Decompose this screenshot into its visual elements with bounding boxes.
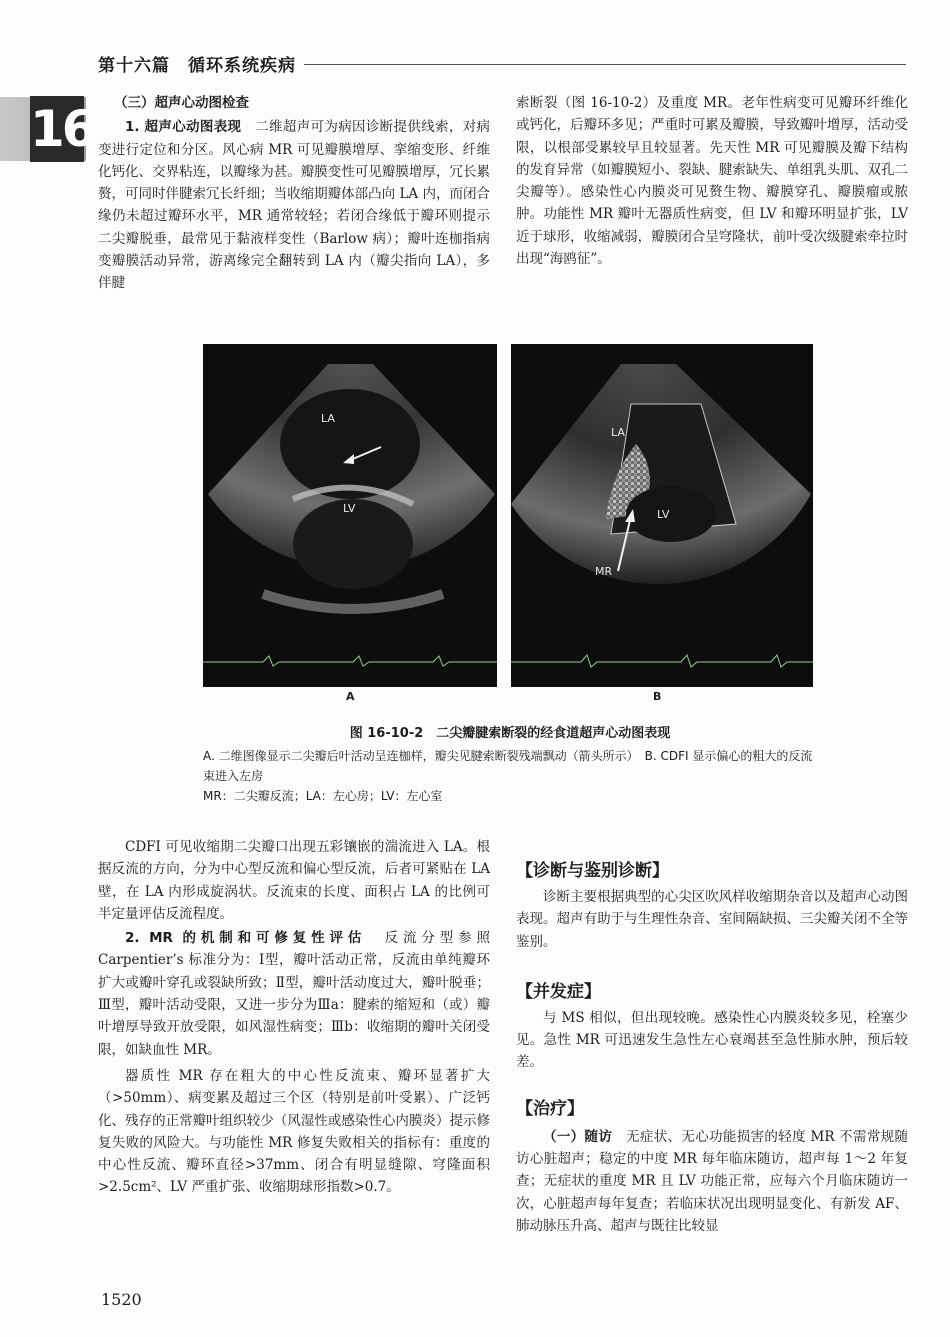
paragraph-heading: 1. 超声心动图表现 xyxy=(125,119,242,136)
panel-a-image xyxy=(203,344,497,687)
paragraph: 诊断主要根据典型的心尖区吹风样收缩期杂音以及超声心动图表现。超声有助于与生理性杂音、室间隔缺损、三尖瓣关闭不全等鉴别。 xyxy=(516,889,908,950)
paragraph xyxy=(98,116,490,294)
label-la-a: LA xyxy=(321,412,335,425)
paragraph-heading: 2. MR 的机制和可修复性评估 xyxy=(125,930,367,947)
paragraph: 器质性 MR 存在粗大的中心性反流束、瓣环显著扩大（>50mm）、病变累及超过三个区（特别是前叶受累）、广泛钙化、残存的正常瓣叶组织较少（风湿性或感染性心内膜炎）提示修复失败的风险大。与功能性 MR 修复失败相关的指标有：重度的中心性反流、瓣环直径>37mm、闭合有明显缝隙、穹隆面积>2.5cm²、LV 严重扩张、收缩期球形指数>0.7。 xyxy=(98,1067,490,1196)
running-header xyxy=(98,50,906,76)
section-heading-treatment: 【治疗】 xyxy=(516,1098,584,1119)
panel-b-label: B xyxy=(653,690,662,703)
page-number: 1520 xyxy=(101,1290,142,1309)
left-column-top xyxy=(98,92,490,295)
panel-b-image xyxy=(511,344,813,687)
right-column-bottom xyxy=(516,858,908,1237)
header-part: 第十六篇 xyxy=(98,55,170,76)
label-lv-b: LV xyxy=(657,508,670,521)
section-heading-complications: 【并发症】 xyxy=(516,981,601,1002)
figure-caption xyxy=(203,746,813,806)
paragraph-text: 反流分型参照 Carpentier’s 标准分为：Ⅰ型，瓣叶活动正常，反流由单纯瓣环扩大或瓣叶穿孔或裂缺所致；Ⅱ型，瓣叶活动度过大，瓣叶脱垂；Ⅲ型，瓣叶活动受限，又进一步分为Ⅲa：腱索的缩短和（或）瓣叶增厚导致开放受限，如风湿性病变；Ⅲb：收缩期的瓣叶关闭受限，如缺血性 MR。 xyxy=(98,930,490,1058)
label-la-b: LA xyxy=(611,426,625,439)
paragraph: 索断裂（图 16-10-2）及重度 MR。老年性病变可见瓣环纤维化或钙化，后瓣环多见；严重时可累及瓣膜，导致瓣叶增厚，活动受限，以根部受累较早且较显著。先天性 MR 可见瓣膜及瓣下结构的发育异常（如瓣膜短小、裂缺、腱索缺失、单组乳头肌、双孔二尖瓣等）。感染性心内膜炎可见赘生物、瓣膜穿孔、瓣膜瘤或脓肿。功能性 MR 瓣叶无器质性病变，但 LV 和瓣环明显扩张，LV 近于球形，收缩减弱，瓣膜闭合呈穹隆状，前叶受次级腱索牵拉时出现“海鸥征”。 xyxy=(516,95,908,268)
paragraph-text: 无症状、无心功能损害的轻度 MR 不需常规随访心脏超声；稳定的中度 MR 每年临床随访，超声每 1～2 年复查；无症状的重度 MR 且 LV 功能正常，应每六个月临床随访一次，心脏超声每年复查；若临床状况出现明显变化、有新发 AF、肺动脉压升高、超声与既往比较显 xyxy=(516,1128,908,1234)
label-lv-a: LV xyxy=(343,502,356,515)
panel-a-label: A xyxy=(346,690,355,703)
figure-caption-title: 图 16-10-2 二尖瓣腱索断裂的经食道超声心动图表现 xyxy=(349,726,671,741)
label-mr-b: MR xyxy=(595,565,613,578)
paragraph-heading: （一）随访 xyxy=(543,1128,613,1145)
paragraph xyxy=(98,927,490,1061)
figure-panel-a xyxy=(203,344,497,687)
paragraph: 与 MS 相似，但出现较晚。感染性心内膜炎较多见，栓塞少见。急性 MR 可迅速发生急性左心衰竭甚至急性肺水肿，预后较差。 xyxy=(516,1009,908,1071)
header-rule xyxy=(304,64,906,65)
subsection-heading: （三）超声心动图检查 xyxy=(114,95,249,111)
caption-abbrev: MR：二尖瓣反流；LA：左心房；LV：左心室 xyxy=(203,789,443,803)
paragraph: CDFI 可见收缩期二尖瓣口出现五彩镶嵌的湍流进入 LA。根据反流的方向，分为中心型反流和偏心型反流，后者可紧贴在 LA 壁，在 LA 内形成旋涡状。反流束的长度、面积占 LA 的比例可半定量评估反流程度。 xyxy=(98,839,490,922)
caption-line: A. 二维图像显示二尖瓣后叶活动呈连枷样，瓣尖见腱索断裂残端飘动（箭头所示） B. CDFI 显示偏心的粗大的反流束进入左房 xyxy=(203,749,813,783)
chapter-tab-number: 16 xyxy=(30,96,84,162)
right-column-top xyxy=(516,92,908,270)
section-heading-diagnosis: 【诊断与鉴别诊断】 xyxy=(516,861,669,881)
echo-figure xyxy=(203,344,813,689)
left-column-bottom xyxy=(98,836,490,1199)
header-chapter: 循环系统疾病 xyxy=(188,55,296,76)
figure-panel-b xyxy=(511,344,813,687)
paragraph-text: 二维超声可为病因诊断提供线索，对病变进行定位和分区。风心病 MR 可见瓣膜增厚、挛缩变形、纤维化钙化、交界粘连，以瓣缘为甚。瓣膜变性可见瓣膜增厚，冗长累赘，可同时伴腱索冗长纤细；当收缩期瓣体部凸向 LA 内，而闭合缘仍未超过瓣环水平，MR 通常较轻；若闭合缘低于瓣环则提示二尖瓣脱垂，最常见于黏液样变性（Barlow 病）；瓣叶连枷指病变瓣膜活动异常，游离缘完全翻转到 LA 内（瓣尖指向 LA），多伴腱 xyxy=(98,119,490,292)
paragraph xyxy=(516,1126,908,1237)
